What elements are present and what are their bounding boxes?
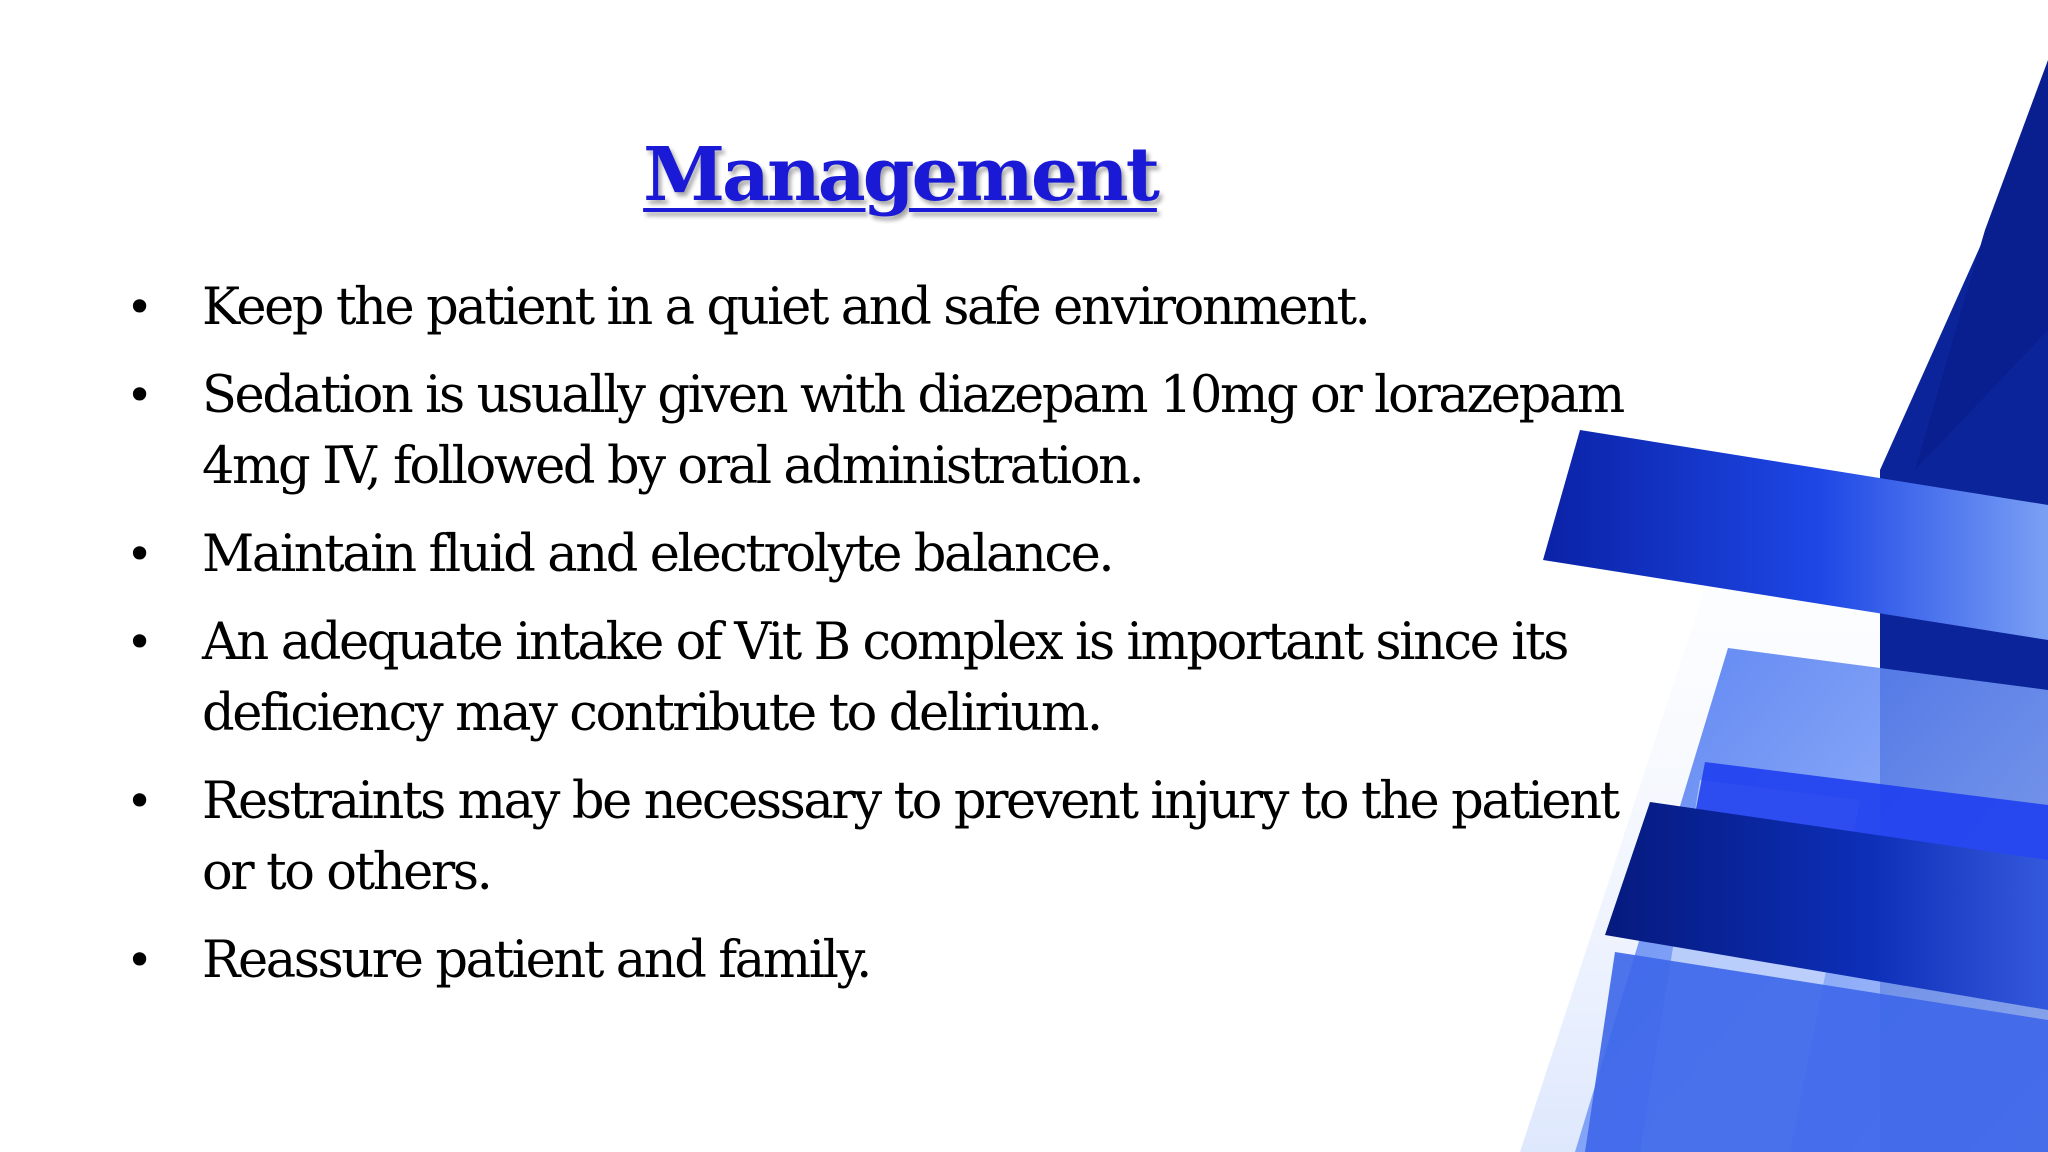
bullet-dot-icon: • bbox=[126, 615, 151, 669]
slide-title: Management bbox=[643, 132, 1157, 218]
bullet-text: Sedation is usually given with diazepam 10mg or lorazepam 4mg IV, followed by oral administration. bbox=[202, 366, 1623, 496]
bullet-item bbox=[118, 360, 1678, 502]
bullet-item bbox=[118, 607, 1678, 749]
bullet-text: Restraints may be necessary to prevent injury to the patient or to others. bbox=[202, 772, 1618, 902]
bullet-item bbox=[118, 519, 1678, 590]
bullet-item bbox=[118, 925, 1678, 996]
bullet-dot-icon: • bbox=[126, 368, 151, 422]
bullet-item bbox=[118, 272, 1678, 343]
bullet-text: Maintain fluid and electrolyte balance. bbox=[202, 525, 1113, 584]
bullet-dot-icon: • bbox=[126, 527, 151, 581]
bullet-text: An adequate intake of Vit B complex is important since its deficiency may contribute to delirium. bbox=[202, 613, 1568, 743]
bullet-dot-icon: • bbox=[126, 933, 151, 987]
bullet-text: Reassure patient and family. bbox=[202, 931, 870, 990]
bullet-dot-icon: • bbox=[126, 280, 151, 334]
bullet-list bbox=[118, 272, 1678, 1013]
bullet-dot-icon: • bbox=[126, 774, 151, 828]
bullet-item bbox=[118, 766, 1678, 908]
bullet-text: Keep the patient in a quiet and safe environment. bbox=[202, 278, 1369, 337]
